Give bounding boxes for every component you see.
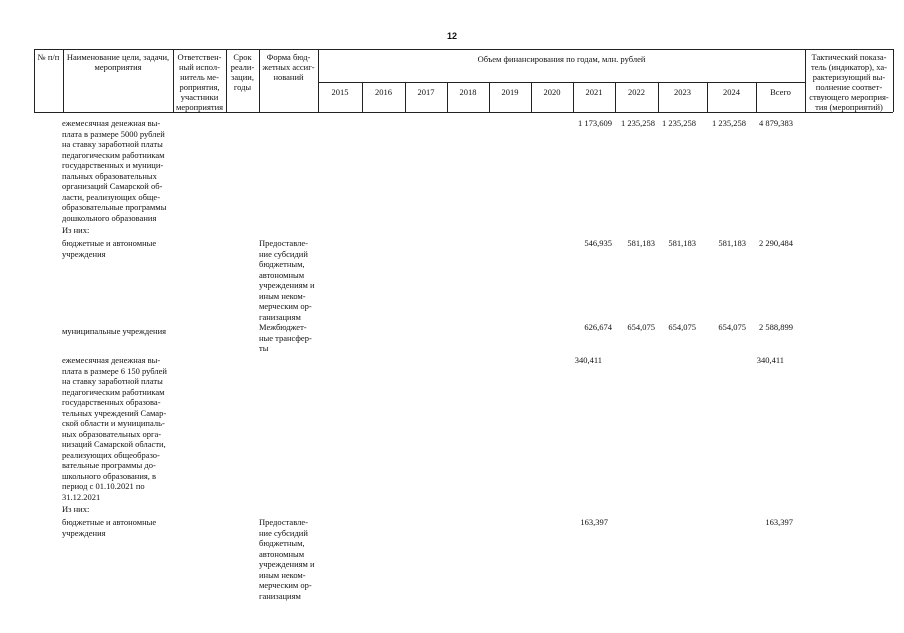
year-cell: 2020	[543, 87, 561, 97]
value-2021: 163,397	[580, 517, 608, 527]
value-2023: 654,075	[668, 322, 696, 332]
year-cell: 2017	[417, 87, 435, 97]
page-number: 12	[446, 31, 457, 41]
value-2023: 1 235,258	[662, 118, 696, 128]
header-col-name: Наименование цели, задачи, мероприятия	[66, 52, 170, 72]
value-2021: 626,674	[584, 322, 612, 332]
year-cell: 2018	[459, 87, 477, 97]
year-cell: Всего	[770, 87, 791, 97]
year-cell: 2023	[674, 87, 691, 97]
row-name: Из них:	[62, 504, 90, 514]
row-form: Предоставле- ние субсидий бюджетным, автономным учреждениям и иным неком- мерческим ор- ганизациям	[259, 238, 315, 322]
row-form: Предоставле- ние субсидий бюджетным, автономным учреждениям и иным неком- мерческим ор- ганизациям	[259, 517, 315, 601]
year-cell: 2021	[585, 87, 603, 97]
value-total: 163,397	[765, 517, 793, 527]
row-name: ежемесячная денежная вы- плата в размере 5000 рублей на ставку заработной платы педагогическим работникам государственных и муници- пальных образовательных организаций Самарской об- ласти, реализующих обще- образовательные программы дошкольного образования	[62, 118, 167, 223]
year-cell: 2022	[628, 87, 645, 97]
value-2022: 581,183	[627, 238, 655, 248]
value-total: 340,411	[756, 355, 784, 365]
year-cell: 2016	[375, 87, 392, 97]
header-col-num: № п/п	[37, 52, 60, 62]
value-total: 2 588,899	[759, 322, 793, 332]
value-2023: 581,183	[668, 238, 696, 248]
row-name: бюджетные и автономные учреждения	[62, 238, 157, 259]
years-divider	[318, 82, 805, 83]
value-2021: 340,411	[574, 355, 602, 365]
value-2024: 581,183	[718, 238, 746, 248]
col-border	[893, 49, 894, 112]
header-col-indicator: Тактический показа- тель (индикатор), ха- рактеризующий вы- полнение соответ- ствующего мероприя- тия (мероприятий)	[809, 52, 889, 112]
value-2022: 1 235,258	[621, 118, 655, 128]
value-total: 4 879,383	[759, 118, 793, 128]
value-2024: 654,075	[718, 322, 746, 332]
row-form: Межбюджет- ные трансфер- ты	[259, 322, 312, 353]
year-cell: 2019	[501, 87, 519, 97]
header-col-form: Форма бюд- жетных ассиг- нований	[262, 52, 315, 82]
value-2024: 1 235,258	[712, 118, 746, 128]
row-name: бюджетные и автономные учреждения	[62, 517, 157, 538]
value-total: 2 290,484	[759, 238, 793, 248]
header-col-finance: Объем финансирования по годам, млн. рублей	[477, 54, 646, 64]
header-col-responsible: Ответствен- ный испол- нитель ме- роприятия, участники мероприятия	[175, 52, 224, 112]
row-name: муниципальные учреждения	[62, 326, 167, 336]
row-name: ежемесячная денежная вы- плата в размере 6 150 рублей на ставку заработной платы педагогическим работникам государственных образова- тельных учреждений Самар- ской области и муниципаль- ных образовательных орга- низаций Самарской области, реализующих общеобразо- вательные программы до- школьного образования, в период с 01.10.2021 по 31.12.2021	[62, 355, 167, 502]
year-cell: 2015	[331, 87, 349, 97]
header-top-border	[34, 49, 893, 50]
row-name: Из них:	[62, 225, 90, 235]
value-2021: 546,935	[584, 238, 612, 248]
year-cell: 2024	[723, 87, 740, 97]
header-bottom-border	[34, 112, 893, 113]
header-col-term: Срок реали- зации, годы	[230, 52, 255, 92]
value-2022: 654,075	[627, 322, 655, 332]
value-2021: 1 173,609	[578, 118, 612, 128]
